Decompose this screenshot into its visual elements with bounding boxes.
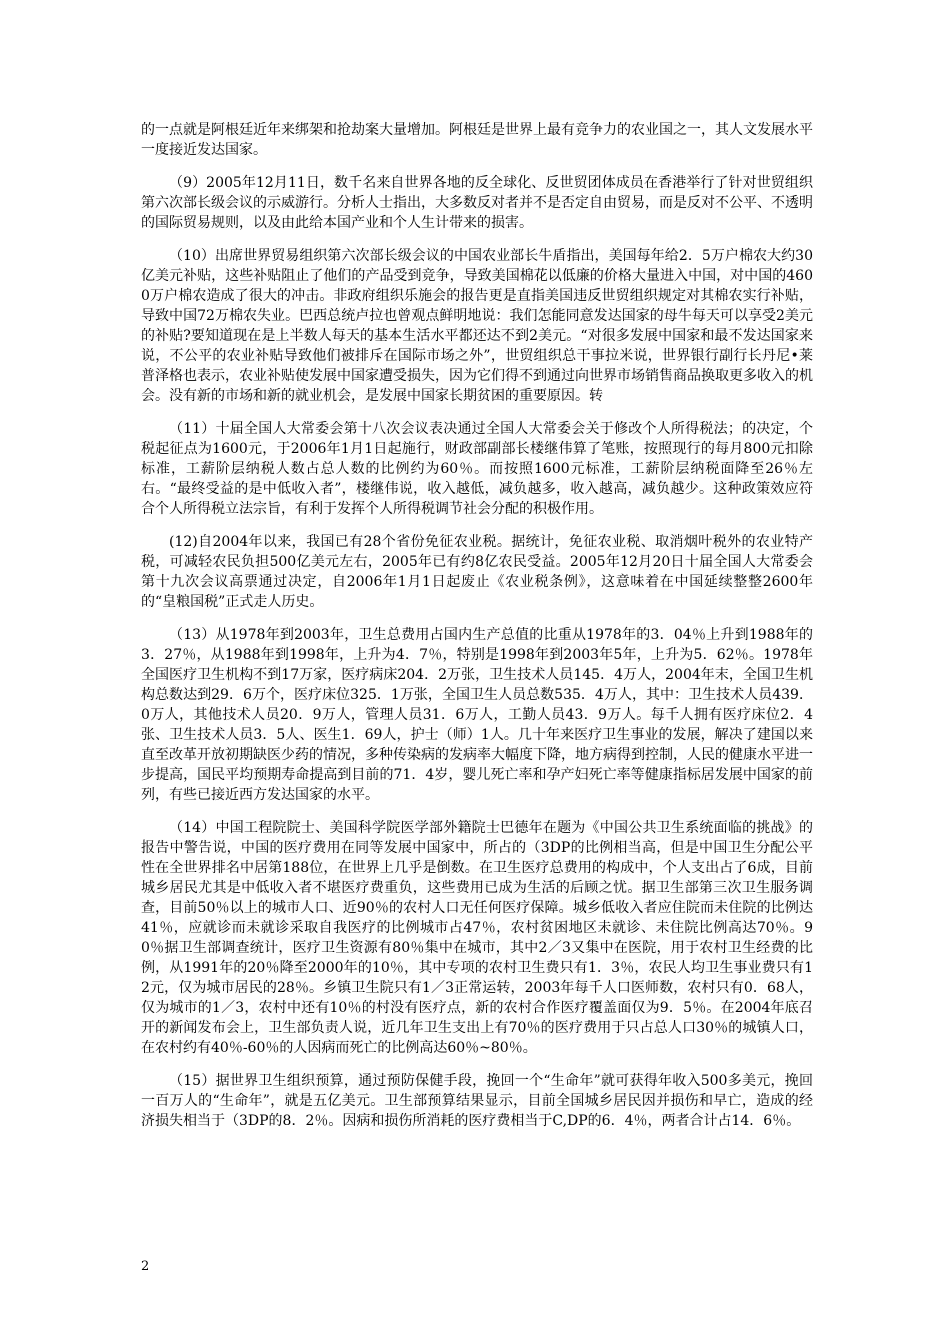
paragraph-12: (12)自2004年以来，我国已有28个省份免征农业税。据统计，免征农业税、取消烟叶税外的农业特产税，可减轻农民负担500亿美元左右，2005年已有约8亿农民受益。2005年12月20日十届全国人大常委会第十九次会议高票通过决定，自2006年1月1日起废止《农业税条例》，这意味着在中国延续整整2600年的“皇粮国税”正式走人历史。: [141, 534, 813, 610]
paragraph-13: （13）从1978年到2003年，卫生总费用占国内生产总值的比重从1978年的3．04％上升到1988年的3．27％，从1988年到1998年，上升为4．7％，特别是1998年到2003年5年，上升为5．62％。1978年全国医疗卫生机构不到17万家，医疗病床204．2万张，卫生技术人员145．4万人，2004年末，全国卫生机构总数达到29．6万个，医疗床位325．1万张，全国卫生人员总数535．4万人，其中：卫生技术人员439．0万人，其他技术人员20．9万人，管理人员31．6万人，工勤人员43．9万人。每千人拥有医疗床位2．4张、卫生技术人员3．5人、医生1．69人，护士（师）1人。几十年来医疗卫生事业的发展，解决了建国以来直至改革开放初期缺医少药的情况，多种传染病的发病率大幅度下降，地方病得到控制，人民的健康水平进一步提高，国民平均预期寿命提高到目前的71．4岁，婴儿死亡率和孕产妇死亡率等健康指标居发展中国家的前列，有些已接近西方发达国家的水平。: [141, 627, 813, 803]
paragraph-15: （15）据世界卫生组织预算，通过预防保健手段，挽回一个“生命年”就可获得年收入500多美元，挽回一百万人的“生命年”，就是五亿美元。卫生部预算结果显示，目前全国城乡居民因并损伤和早亡，造成的经济损失相当于（3DP的8．2％。因病和损伤所消耗的医疗费相当于C,DP的6．4％，两者合计占14．6％。: [141, 1073, 813, 1129]
paragraph-11: （11）十届全国人大常委会第十八次会议表决通过全国人大常委会关于修改个人所得税法；的决定，个税起征点为1600元，于2006年1月1日起施行，财政部副部长楼继伟算了笔账，按照现行的每月800元扣除标准，工薪阶层纳税人数占总人数的比例约为60％。而按照1600元标准，工薪阶层纳税面降至26％左右。“最终受益的是中低收入者”，楼继伟说，收入越低，减负越多，收入越高，减负越少。这种政策效应符合个人所得税立法宗旨，有利于发挥个人所得税调节社会分配的积极作用。: [141, 421, 813, 517]
paragraph-10: （10）出席世界贸易组织第六次部长级会议的中国农业部长牛盾指出，美国每年给2．5万户棉农大约30亿美元补贴，这些补贴阻止了他们的产品受到竞争，导致美国棉花以低廉的价格大量进入中国，对中国的4600万户棉农造成了很大的冲击。非政府组织乐施会的报告更是直指美国违反世贸组织规定对其棉农实行补贴，导致中国72万棉农失业。巴西总统卢拉也曾观点鲜明地说：我们怎能同意发达国家的母牛每天可以享受2美元的补贴?要知道现在是上半数人每天的基本生活水平都还达不到2美元。“对很多发展中国家和最不发达国家来说，不公平的农业补贴导致他们被排斥在国际市场之外”，世贸组织总干事拉米说，世界银行副行长丹尼•莱普泽格也表示，农业补贴使发展中国家遭受损失，因为它们得不到通过向世界市场销售商品换取更多收入的机会。没有新的市场和新的就业机会，是发展中国家长期贫困的重要原因。转: [141, 248, 813, 404]
document-body: [141, 120, 813, 1144]
page-number: 2: [141, 1259, 150, 1274]
paragraph-14: （14）中国工程院院士、美国科学院医学部外籍院士巴德年在题为《中国公共卫生系统面临的挑战》的报告中警告说，中国的医疗费用在同等发展中国家中，所占的（3DP的比例相当高，但是中国卫生分配公平性在全世界排名中居第188位，在世界上几乎是倒数。在卫生医疗总费用的构成中，个人支出占了6成，目前城乡居民尤其是中低收入者不堪医疗费重负，这些费用已成为生活的后顾之忧。据卫生部第三次卫生服务调查，目前50％以上的城市人口、近90％的农村人口无任何医疗保障。城乡低收入者应住院而未住院的比例达41％，应就诊而未就诊采取自我医疗的比例城市占47％，农村贫困地区未就诊、未住院比例高达70％。90％据卫生部调查统计，医疗卫生资源有80％集中在城市，其中2／3又集中在医院，用于农村卫生经费的比例，从1991年的20％降至2000年的10％，其中专项的农村卫生费只有1．3％，农民人均卫生事业费只有12元，仅为城市居民的28％。乡镇卫生院只有1／3正常运转，2003年每千人口医师数，农村只有0．68人，仅为城市的1／3，农村中还有10％的村没有医疗点，新的农村合作医疗覆盖面仅为9．5％。在2004年底召开的新闻发布会上，卫生部负责人说，近几年卫生支出上有70％的医疗费用于只占总人口30％的城镇人口，在农村约有40％-60％的人因病而死亡的比例高达60％~80％。: [141, 820, 813, 1056]
paragraph-intro: 的一点就是阿根廷近年来绑架和抢劫案大量增加。阿根廷是世界上最有竞争力的农业国之一，其人文发展水平一度接近发达国家。: [141, 122, 813, 158]
paragraph-9: （9）2005年12月11日，数千名来自世界各地的反全球化、反世贸团体成员在香港举行了针对世贸组织第六次部长级会议的示威游行。分析人士指出，大多数反对者并不是否定自由贸易，而是反对不公平、不透明的国际贸易规则，以及由此给本国产业和个人生计带来的损害。: [141, 175, 813, 231]
